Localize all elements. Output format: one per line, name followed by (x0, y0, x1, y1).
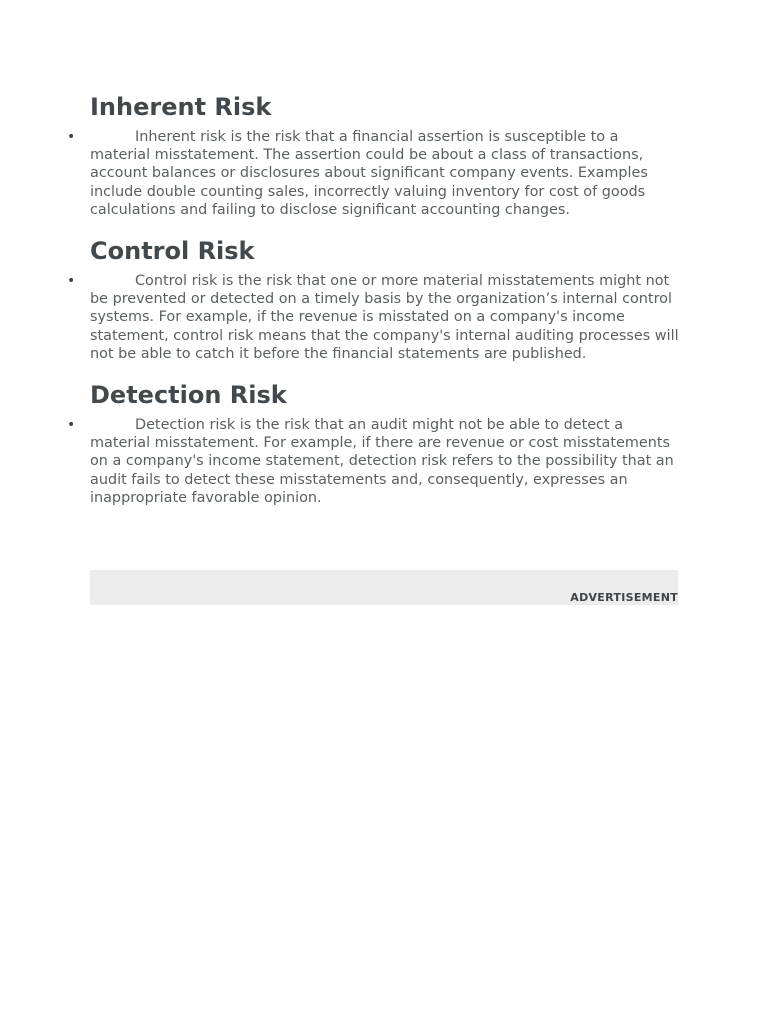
list-item (67, 416, 680, 507)
list-item (67, 272, 680, 363)
bullet-icon: • (67, 129, 76, 145)
section-title: Control Risk (90, 237, 255, 266)
advertisement-label: ADVERTISEMENT (570, 591, 678, 604)
bullet-icon: • (67, 417, 76, 434)
section-inherent-risk (67, 92, 680, 219)
bullet-list (67, 128, 680, 219)
list-item (67, 128, 680, 219)
section-spacer (90, 363, 680, 380)
section-control-risk (67, 236, 680, 363)
bullet-icon: • (67, 273, 76, 290)
advertisement-box[interactable] (90, 570, 678, 605)
section-title: Detection Risk (90, 381, 287, 410)
paragraph-text: Inherent risk is the risk that a financial assertion is susceptible to a material misstatement. The assertion could be about a class of transactions, account balances or disclosures about significant company events. Examples include double counting sales, incorrectly valuing inventory for cost of goods calculations and failing to disclose significant accounting changes. (90, 129, 648, 218)
paragraph-text: Detection risk is the risk that an audit might not be able to detect a material misstatement. For example, if there are revenue or cost misstatements on a company's income statement, detection risk refers to the possibility that an audit fails to detect these misstatements and, consequently, expresses an inappropriate favorable opinion. (90, 417, 674, 506)
bullet-list (67, 416, 680, 507)
section-title: Inherent Risk (90, 93, 272, 121)
section-spacer (90, 219, 680, 236)
paragraph-text: Control risk is the risk that one or more material misstatements might not be prevented or detected on a timely basis by the organization’s internal control systems. For example, if the revenue is misstated on a company's income statement, control risk means that the company's internal auditing processes will not be able to catch it before the financial statements are published. (90, 273, 679, 362)
bullet-list (67, 272, 680, 363)
section-detection-risk (67, 380, 680, 507)
article-content (67, 92, 680, 507)
